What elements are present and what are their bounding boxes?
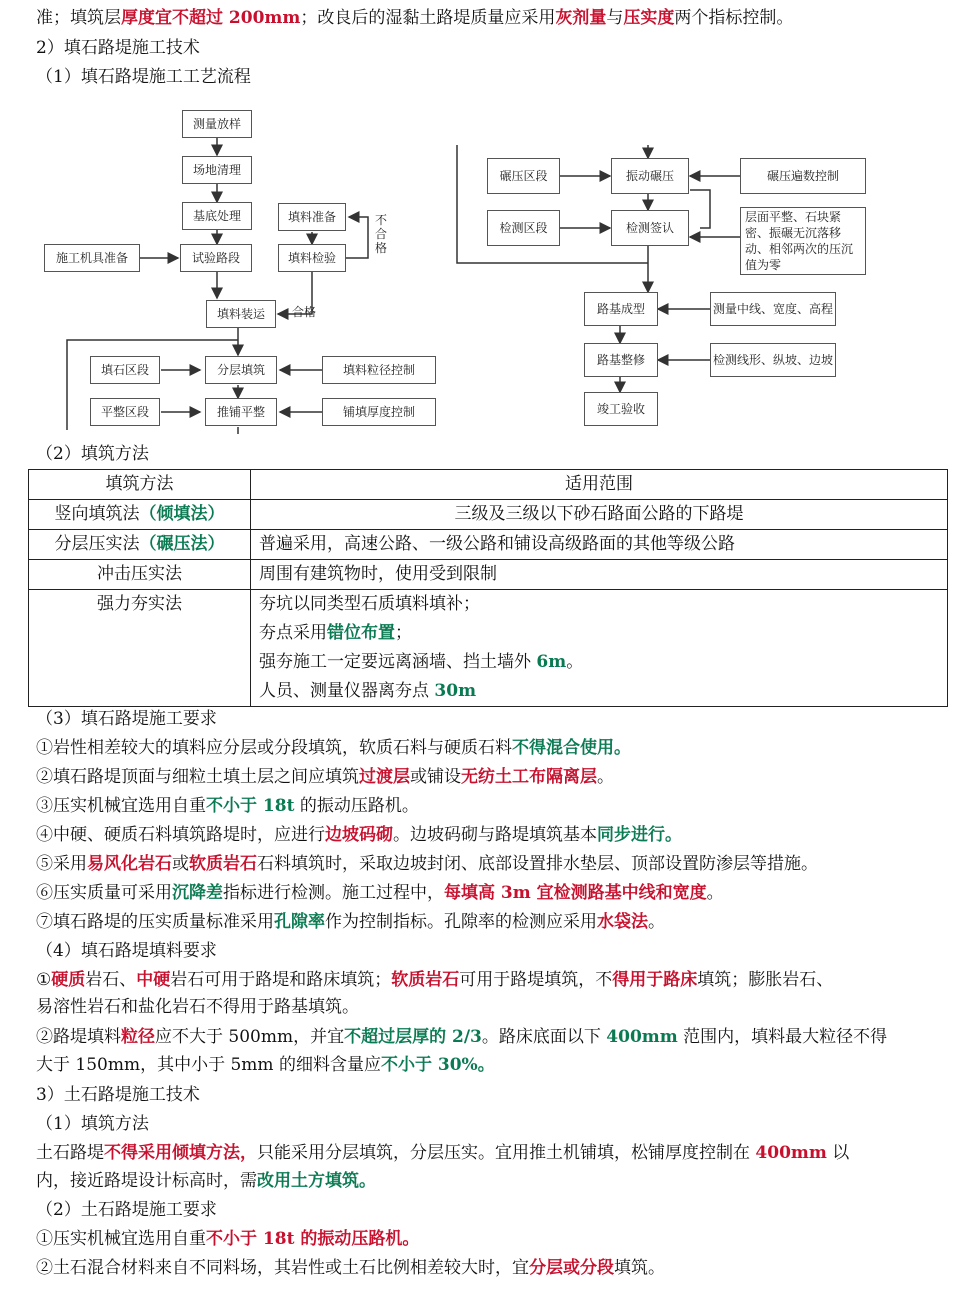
material-item-cont: [36, 1054, 495, 1076]
flow-node-test-zone: 检测区段: [487, 210, 560, 246]
text: 。路床底面以下: [481, 1027, 607, 1047]
method-name: 竖向填筑法: [54, 504, 140, 524]
highlight: 中硬: [136, 970, 171, 990]
text: 土石路堤: [36, 1143, 104, 1163]
flow-node-fill-zone: 填石区段: [90, 356, 160, 384]
table-cell: 强力夯实法: [29, 590, 251, 707]
highlight: 过渡层: [359, 767, 410, 787]
soil-req-item: [36, 1257, 665, 1279]
fill-method-table: [28, 469, 948, 707]
table-cell: 冲击压实法: [29, 560, 251, 590]
text: 填筑；膨胀岩石、: [697, 970, 834, 990]
subsection-heading: （2）填筑方法: [36, 444, 149, 464]
flow-node-fill-check: 填料检验: [278, 244, 346, 272]
req-item: [36, 911, 665, 933]
req-item: [36, 882, 724, 904]
subsection-heading: （1）填筑方法: [36, 1114, 149, 1134]
table-cell: 普遍采用，高速公路、一级公路和铺设高级路面的其他等级公路: [251, 530, 948, 560]
text: 。边坡码砌与路堤填筑基本: [393, 825, 597, 845]
method-name: 分层压实法: [54, 534, 140, 554]
text: 岩石、: [85, 970, 137, 990]
text: 岩石可用于路堤和路床填筑；: [170, 970, 392, 990]
table-cell: 三级及三级以下砂石路面公路的下路堤: [251, 500, 948, 530]
table-row: [29, 500, 948, 530]
flow-node-spread: 推铺平整: [205, 398, 277, 426]
text: 。: [566, 652, 584, 672]
flow-node-accept: 竣工验收: [584, 392, 658, 426]
highlight: 30m: [434, 681, 477, 701]
highlight: 不得采用倾填方法，: [104, 1143, 257, 1163]
highlight: 每填高 3m 宜检测路基中线和宽度: [444, 883, 707, 903]
flow-node-sign-cond: 层面平整、石块紧密、振碾无沉落移动、相邻两次的压沉值为零: [740, 207, 866, 275]
text: 应不大于 500mm，并宜: [155, 1027, 345, 1047]
highlight: 错位布置: [327, 623, 395, 643]
soil-req-item: [36, 1228, 419, 1250]
method-alias: （倾填法）: [139, 504, 225, 524]
text: ；: [395, 623, 412, 643]
highlight: 不超过层厚的 2/3: [344, 1027, 482, 1047]
text: 准；填筑层: [36, 8, 121, 28]
label-unqualified: 不合格: [375, 213, 388, 255]
flow-node-fill-prep: 填料准备: [278, 203, 346, 231]
subsection-heading: （2）土石路堤施工要求: [36, 1200, 217, 1220]
flow-node-base: 基底处理: [182, 202, 252, 230]
highlight: 得用于路床: [612, 970, 698, 990]
flow-node-clear: 场地清理: [182, 156, 252, 184]
table-row: [29, 530, 948, 560]
highlight: 灰剂量: [555, 8, 607, 28]
highlight: 软质岩石: [189, 854, 257, 874]
highlight: 沉降差: [172, 883, 223, 903]
text: 的振动压路机。: [294, 796, 419, 816]
text: 可用于路堤填筑，不: [459, 970, 613, 990]
table-header-row: [29, 470, 948, 500]
flow-node-machinery: 施工机具准备: [44, 244, 140, 272]
text: 。: [706, 883, 724, 903]
text: ①: [36, 970, 52, 990]
req-item: [36, 795, 419, 817]
text: 大于 150mm，其中小于 5mm 的细料含量应: [36, 1055, 381, 1075]
flow-node-form: 路基成型: [584, 292, 658, 326]
text: 填筑。: [614, 1258, 665, 1278]
flow-node-trial: 试验路段: [180, 244, 252, 272]
highlight: 无纺土工布隔离层: [461, 767, 597, 787]
req-item: [36, 824, 682, 846]
table-header: 适用范围: [251, 470, 948, 500]
flow-node-layer: 分层填筑: [205, 356, 277, 384]
highlight: 粒径: [121, 1027, 155, 1047]
text: 石料填筑时，采取边坡封闭、底部设置排水垫层、顶部设置防渗层等措施。: [257, 854, 818, 874]
text: 。: [648, 912, 665, 932]
section-heading: 3）土石路堤施工技术: [36, 1085, 200, 1105]
table-row: [29, 560, 948, 590]
material-item: [36, 1026, 887, 1048]
text: 强夯施工一定要远离涵墙、挡土墙外: [259, 652, 537, 672]
text: 或铺设: [410, 767, 461, 787]
text: 与: [606, 8, 624, 28]
table-cell-line: [259, 619, 947, 648]
table-cell-line: 夯坑以同类型石质填料填补；: [259, 594, 480, 614]
highlight: 不小于 30%。: [380, 1055, 495, 1075]
highlight: 厚度宜不超过 200mm: [121, 8, 301, 28]
table-cell-line: [259, 648, 947, 677]
flow-node-measure: 测量中线、宽度、高程: [710, 292, 836, 326]
table-cell: [29, 530, 251, 560]
flow-node-roll-count: 碾压遍数控制: [740, 158, 866, 194]
subsection-heading: （4）填石路堤填料要求: [36, 941, 217, 961]
highlight: 不小于 18t 的振动压路机。: [206, 1229, 420, 1249]
highlight: 同步进行。: [597, 825, 682, 845]
text: ⑦填石路堤的压实质量标准采用: [36, 912, 274, 932]
section-heading: 2）填石路堤施工技术: [36, 38, 200, 58]
flow-node-thick-ctrl: 铺填厚度控制: [322, 398, 436, 426]
text: ⑥压实质量可采用: [36, 883, 172, 903]
text: 以: [826, 1143, 850, 1163]
text: 夯点采用: [259, 623, 327, 643]
text: 。: [597, 767, 614, 787]
text: 内，接近路堤设计标高时，需: [36, 1171, 257, 1191]
highlight: 改用土方填筑。: [257, 1171, 376, 1191]
table-cell: [29, 500, 251, 530]
flow-node-trim: 路基整修: [584, 343, 658, 377]
method-alias: （碾压法）: [139, 534, 225, 554]
flow-node-survey: 测量放样: [182, 110, 252, 138]
text: ④中硬、硬质石料填筑路堤时，应进行: [36, 825, 325, 845]
subsection-heading: （1）填石路堤施工工艺流程: [36, 67, 251, 87]
flow-node-roll-zone: 碾压区段: [487, 158, 560, 194]
highlight: 孔隙率: [274, 912, 325, 932]
table-cell: 周围有建筑物时，使用受到限制: [251, 560, 948, 590]
req-item: [36, 853, 818, 875]
text: 只能采用分层填筑，分层压实。宜用推土机铺填，松铺厚度控制在: [257, 1143, 756, 1163]
highlight: 400mm: [606, 1027, 678, 1047]
text: 人员、测量仪器离夯点: [259, 681, 435, 701]
highlight: 400mm: [755, 1143, 827, 1163]
material-item-cont: 易溶性岩石和盐化岩石不得用于路基填筑。: [36, 997, 359, 1017]
table-cell: [251, 590, 948, 707]
text: ②填石路堤顶面与细粒土填土层之间应填筑: [36, 767, 359, 787]
highlight: 硬质: [51, 970, 86, 990]
text: 两个指标控制。: [674, 8, 794, 28]
req-item: [36, 737, 631, 759]
highlight: 软质岩石: [391, 970, 460, 990]
text: ①压实机械宜选用自重: [36, 1229, 206, 1249]
flow-node-grain-ctrl: 填料粒径控制: [322, 356, 436, 384]
material-item: [36, 969, 833, 991]
text: ⑤采用: [36, 854, 87, 874]
table-cell-line: [259, 677, 947, 706]
highlight: 不小于 18t: [206, 796, 295, 816]
text: 作为控制指标。孔隙率的检测应采用: [325, 912, 597, 932]
text: 范围内，填料最大粒径不得: [677, 1027, 888, 1047]
text: ③压实机械宜选用自重: [36, 796, 206, 816]
flow-node-vib-roll: 振动碾压: [611, 158, 689, 194]
highlight: 水袋法: [597, 912, 648, 932]
highlight: 不得混合使用。: [512, 738, 631, 758]
flow-node-test-sign: 检测签认: [611, 210, 689, 246]
soil-text: [36, 1142, 849, 1164]
table-header: 填筑方法: [29, 470, 251, 500]
req-item: [36, 766, 614, 788]
text: ②路堤填料: [36, 1027, 121, 1047]
highlight: 压实度: [623, 8, 675, 28]
flow-node-level-zone: 平整区段: [90, 398, 160, 426]
highlight: 边坡码砌: [325, 825, 393, 845]
flow-node-loading: 填料装运: [206, 300, 276, 328]
table-row: [29, 590, 948, 707]
highlight: 6m: [536, 652, 567, 672]
flow-node-check-line: 检测线形、纵坡、边坡: [710, 343, 836, 377]
label-qualified: 合格: [292, 305, 317, 319]
text: ；改良后的湿黏土路堤质量应采用: [300, 8, 556, 28]
highlight: 易风化岩石: [87, 854, 172, 874]
text: ②土石混合材料来自不同料场，其岩性或土石比例相差较大时，宜: [36, 1258, 529, 1278]
subsection-heading: （3）填石路堤施工要求: [36, 709, 217, 729]
text: 或: [172, 854, 189, 874]
highlight: 分层或分段: [529, 1258, 614, 1278]
text: ①岩性相差较大的填料应分层或分段填筑，软质石料与硬质石料: [36, 738, 512, 758]
soil-text-cont: [36, 1170, 376, 1192]
text: 指标进行检测。施工过程中，: [223, 883, 444, 903]
